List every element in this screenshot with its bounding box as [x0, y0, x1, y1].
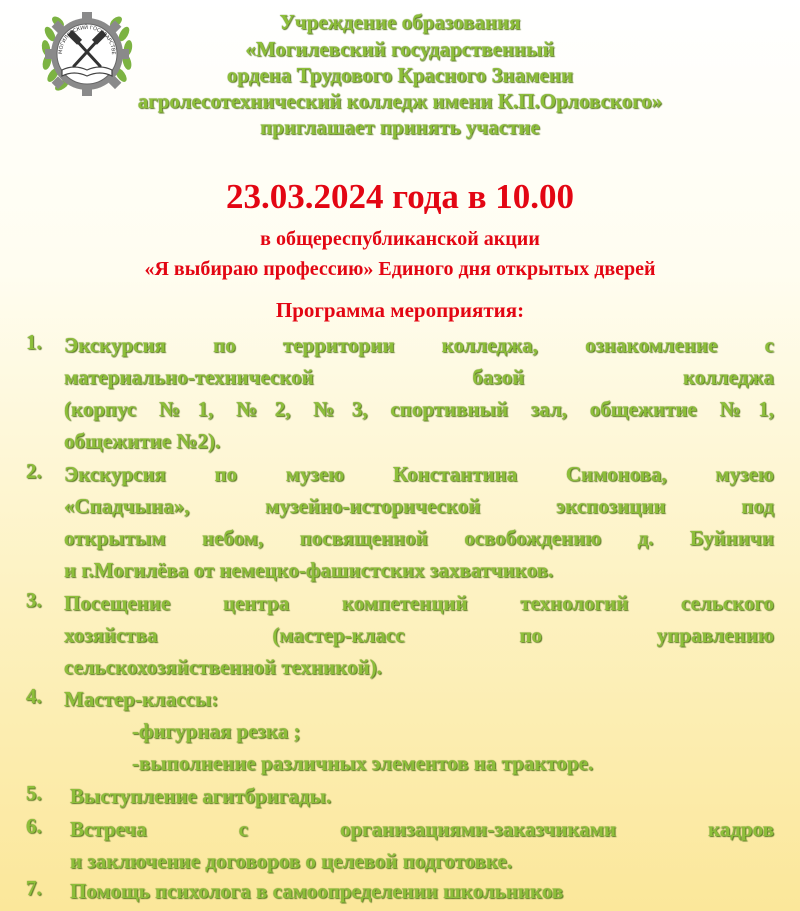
- item-line: открытым небом, посвященной освобождению д. Буйничи: [64, 526, 774, 550]
- item-line: Экскурсия по территории колледжа, ознакомление с: [64, 333, 774, 357]
- header-line-6: в общереспубликанской акции: [260, 228, 540, 250]
- item-number: 1.: [26, 330, 42, 354]
- item-line: хозяйства (мастер-класс по управлению: [64, 623, 774, 647]
- header-line-3: ордена Трудового Красного Знамени: [226, 63, 574, 87]
- item-line: «Спадчына», музейно-исторической экспозиции под: [64, 494, 774, 518]
- item-line: Помощь психолога в самоопределении школьников: [70, 879, 564, 903]
- item-line: и заключение договоров о целевой подготовке.: [70, 849, 513, 873]
- item-line: сельскохозяйственной техникой).: [64, 655, 382, 679]
- header-line-2: «Могилевский государственный: [245, 37, 555, 61]
- item-number: 5.: [26, 781, 42, 805]
- item-line: Посещение центра компетенций технологий сельского: [64, 591, 774, 615]
- event-date: 23.03.2024 года в 10.00: [225, 177, 575, 216]
- item-number: 2.: [26, 459, 42, 483]
- item-line: -фигурная резка ;: [132, 719, 301, 743]
- item-line: Мастер-классы:: [64, 687, 219, 711]
- item-line: общежитие №2).: [64, 429, 221, 453]
- logo-text: МОГИЛЕВСКИЙ ГОСУДАРСТВЕ: [57, 24, 117, 55]
- header-line-7: «Я выбираю профессию» Единого дня открытых дверей: [144, 258, 656, 280]
- item-number: 7.: [26, 876, 42, 900]
- header-line-4: агролесотехнический колледж имени К.П.Орловского»: [137, 89, 663, 113]
- item-line: (корпус №1, №2, №3, спортивный зал, общежитие №1,: [64, 397, 774, 421]
- item-line: Выступление агитбригады.: [70, 784, 332, 808]
- item-number: 6.: [26, 814, 42, 838]
- item-number: 4.: [26, 684, 42, 708]
- header-line-1: Учреждение образования: [279, 10, 521, 34]
- item-line: Встреча с организациями-заказчиками кадров: [70, 817, 774, 841]
- item-number: 3.: [26, 588, 42, 612]
- item-line: Экскурсия по музею Константина Симонова, музею: [64, 462, 774, 486]
- item-line: материально-технической базой колледжа: [64, 365, 774, 389]
- item-line: -выполнение различных элементов на тракторе.: [132, 751, 594, 775]
- program-title: Программа мероприятия:: [275, 298, 525, 322]
- header-line-5: приглашает принять участие: [260, 115, 540, 139]
- item-line: и г.Могилёва от немецко-фашистских захватчиков.: [64, 558, 554, 582]
